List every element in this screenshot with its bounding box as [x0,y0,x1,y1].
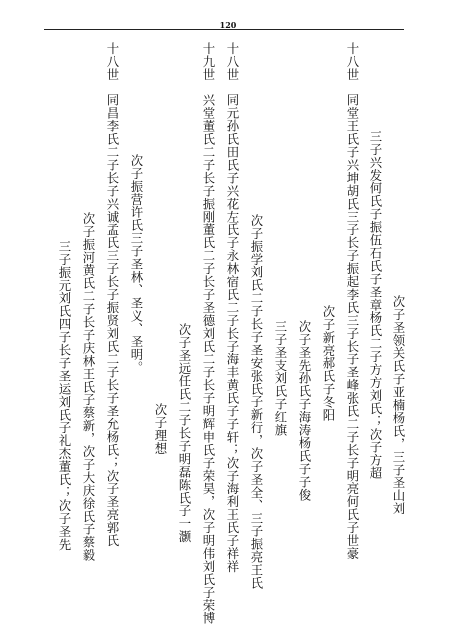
text-column-14: 次子振河黄氏二子长子庆林王氏子蔡新，次子大庆徐氏子蔡毅 [81,212,96,562]
text-column-5: 十八世 同元孙氏田氏子兴花左氏子永林宿氏二子长子海丰黄氏子子轩；次子海利王氏子祥祥 [225,42,240,573]
text-column-12: 十八世 同昌李氏二子长子兴诚孟氏三子长子振贤刘氏二子长子圣允杨氏；次子圣亮郭氏 [105,42,120,548]
text-column-1: 十八世 同堂王氏子兴坤胡氏三子长子振起李氏三子长子圣峰张氏二子长子明亮何氏子世豪 [345,42,360,560]
text-column-2: 三子兴发何氏子振伍石氏子圣章杨氏二子方方刘氏；次子方超 [368,130,383,480]
text-column-13: 次子振营许氏三子圣林、圣义、圣明。 [129,154,144,375]
text-column-6: 次子振学刘氏二子长子圣安张氏子新行，次子圣全、三子振亮王氏 [249,214,264,590]
text-column-4: 次子新亮郝氏子冬阳 [321,305,336,422]
text-column-8: 次子圣先孙氏子海涛杨氏子子俊 [297,320,312,502]
text-column-3: 次子圣领关氏子亚楠杨氏，三子圣山刘 [391,295,406,516]
text-column-10: 次子圣远任氏二子长子明磊陈氏子一灏 [177,323,192,544]
header-rule [44,29,404,30]
text-column-11: 次子理想 [153,403,168,455]
page-number: 120 [219,20,237,30]
text-column-7: 三子圣支刘氏子红旗 [273,320,288,437]
text-column-15: 三子振元刘氏四子长子圣运刘氏子礼杰董氏；次子圣先 [57,240,72,551]
text-column-9: 十九世 兴堂董氏二子长子振刚董氏二子长子圣德刘氏二子长子明辉申氏子荣昊，次子明伟刘氏子荣博 [201,42,216,625]
